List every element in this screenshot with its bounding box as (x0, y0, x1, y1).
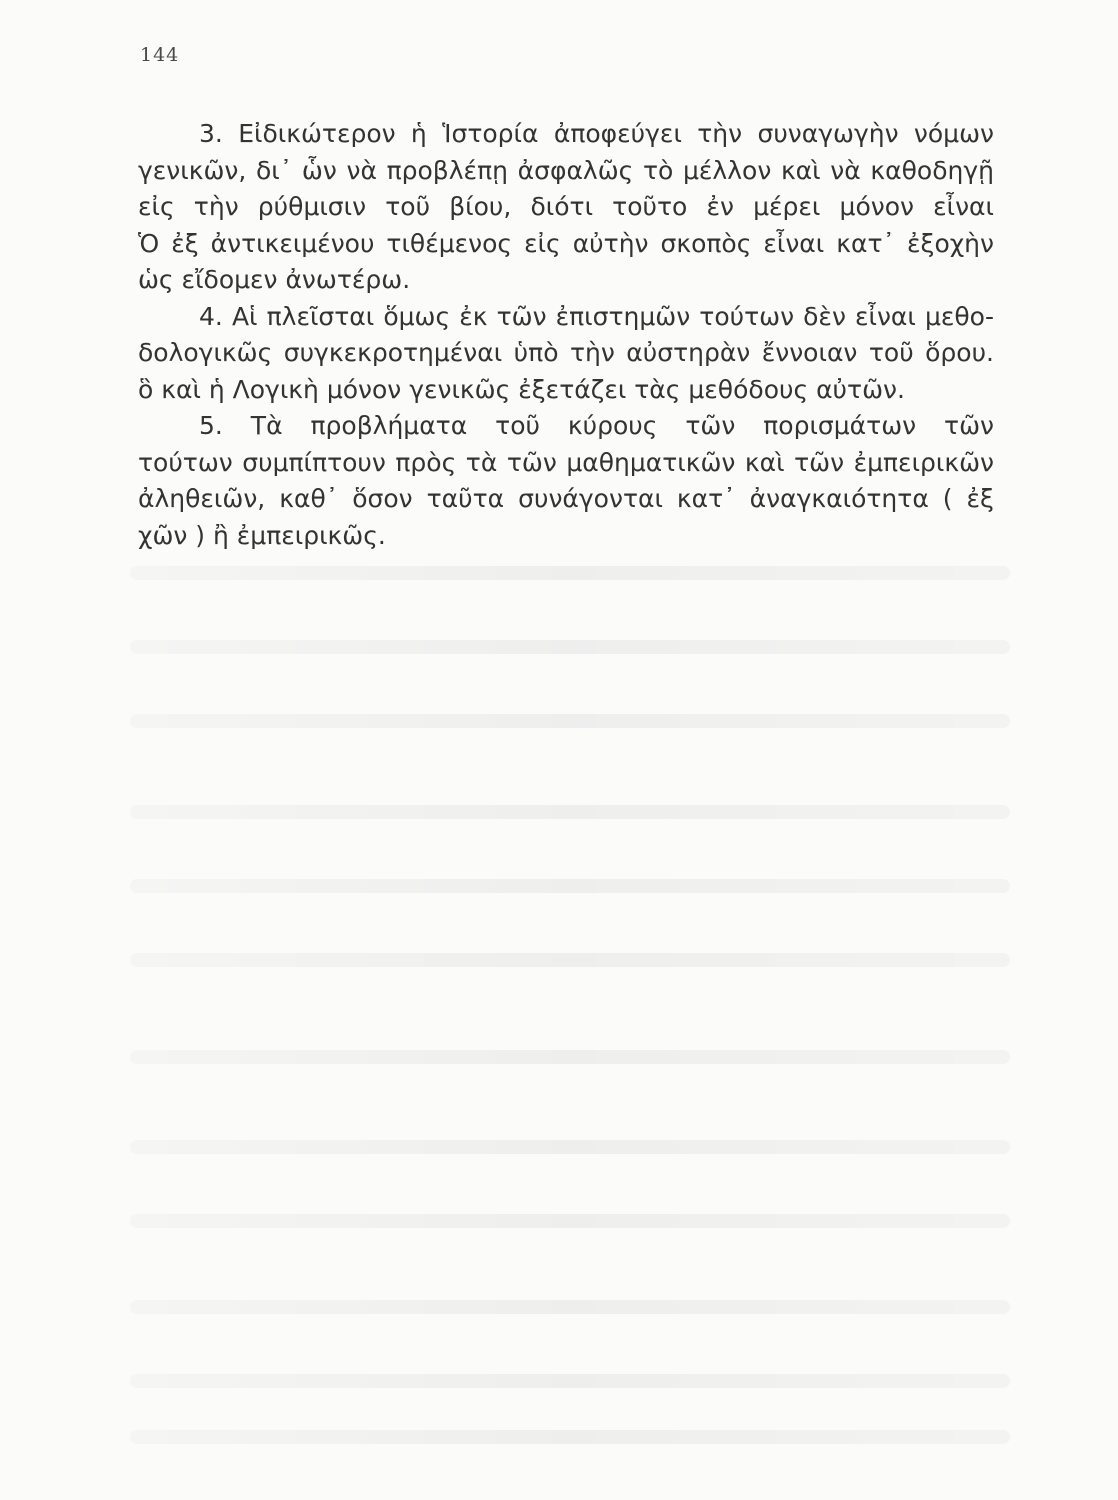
body-text (138, 116, 994, 554)
paragraph-3 (138, 116, 994, 299)
show-through-shadow (130, 1140, 1010, 1154)
show-through-shadow (130, 1374, 1010, 1388)
text-line: 4. Αἱ πλεῖσται ὅμως ἐκ τῶν ἐπιστημῶν τούτων δὲν εἶναι μεθο- (199, 301, 994, 331)
text-line: τούτων συμπίπτουν πρὸς τὰ τῶν μαθηματικῶν καὶ τῶν ἐμπειρικῶν (138, 447, 994, 477)
show-through-shadow (130, 805, 1010, 819)
show-through-shadow (130, 1430, 1010, 1444)
show-through-shadow (130, 953, 1010, 967)
text-line: ὡς εἴδομεν ἀνωτέρω. (138, 265, 411, 294)
show-through-shadow (130, 566, 1010, 580)
show-through-shadow (130, 640, 1010, 654)
text-line: δολογικῶς συγκεκροτημέναι ὑπὸ τὴν αὐστηρὰν ἔννοιαν τοῦ ὅρου. (138, 338, 994, 367)
show-through-shadow (130, 1214, 1010, 1228)
text-line: γενικῶν, δι᾽ ὧν νὰ προβλέπῃ ἀσφαλῶς τὸ μέλλον καὶ νὰ καθοδηγῇ (138, 155, 994, 185)
text-line: Ὁ ἐξ ἀντικειμένου τιθέμενος εἰς αὐτὴν σκοπὸς εἶναι κατ᾽ ἐξοχὴν (138, 228, 994, 258)
paragraph-5 (138, 408, 994, 554)
text-line: ὃ καὶ ἡ Λογικὴ μόνον γενικῶς ἐξετάζει τὰς μεθόδους αὐτῶν. (138, 374, 905, 404)
text-line: εἰς τὴν ρύθμισιν τοῦ βίου, διότι τοῦτο ἐν μέρει μόνον εἶναι (138, 192, 994, 221)
text-line: 5. Τὰ προβλήματα τοῦ κύρους τῶν πορισμάτων τῶν (199, 411, 994, 440)
show-through-shadow (130, 879, 1010, 893)
show-through-shadow (130, 1050, 1010, 1064)
page-number: 144 (140, 44, 180, 66)
text-line: χῶν ) ἢ ἐμπειρικῶς. (138, 520, 386, 550)
text-line: ἀληθειῶν, καθ᾽ ὅσον ταῦτα συνάγονται κατ᾽ ἀναγκαιότητα ( ἐξ (138, 484, 994, 513)
paragraph-4 (138, 299, 994, 409)
text-line: 3. Εἰδικώτερον ἡ Ἱστορία ἀποφεύγει τὴν συναγωγὴν νόμων (199, 119, 994, 148)
show-through-shadow (130, 1300, 1010, 1314)
show-through-shadow (130, 714, 1010, 728)
